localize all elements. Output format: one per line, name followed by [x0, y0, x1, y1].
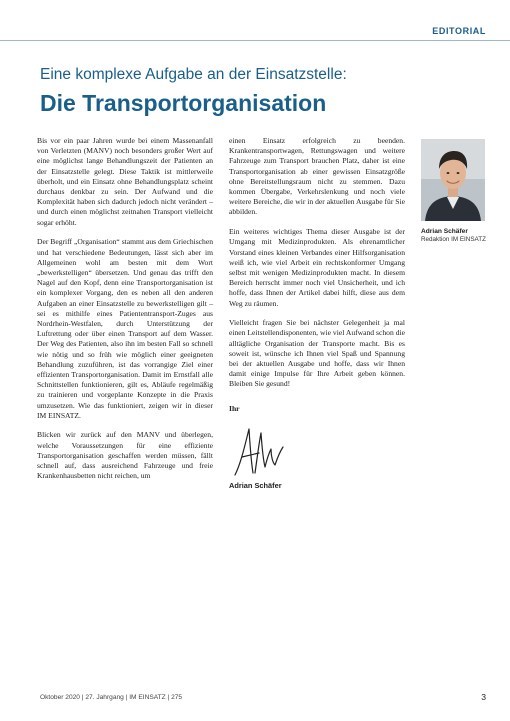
header-divider	[0, 40, 510, 41]
paragraph: Der Begriff „Organisation“ stammt aus dem Griechischen und hat verschiedene Bedeutungen, lässt sich aber im Allgemeinen wohl am besten mit dem Wort „bewerkstelligen“ übersetzen. Und genau das trifft den Nagel auf den Kopf, denn eine Transportorganisation ist ein komplexer Vorgang, den es neben all den anderen Aufgaben an einer Einsatzstelle zu bewerkstelligen gilt – sei es mithilfe eines Patiententransport-Zuges aus Nordrhein-Westfalen, durch Unterstützung der Luftrettung oder über einen Transport auf dem Wasser. Der Weg des Patienten, also ihn im besten Fall so schnell wie nötig und so früh wie möglich einer geeigneten Behandlung zuzuführen, ist das vorrangige Ziel einer effizienten Transportorganisation. Damit im Ernstfall alle Schnittstellen funktionieren, gilt es, Abläufe regelmäßig zu trainieren und vorgeplante Konzepte in die Praxis umzusetzen. Wie das funktioniert, zeigen wir in dieser IM EINSATZ.	[37, 237, 214, 420]
paragraph: Ein weiteres wichtiges Thema dieser Ausgabe ist der Umgang mit Medizinprodukten. Als ehrenamtlicher Vorstand eines kleinen Verbandes einer Hilfsorganisation weiß ich, wie viel Arbeit ein rechtskonformer Umgang selbst mit wenigen Medizinprodukten macht. In diesem Bereich herrscht immer noch viel Unsicherheit, und ich hoffe, dass Ihnen der Artikel dabei hilft, diese aus dem Weg zu räumen.	[229, 227, 405, 308]
author-portrait	[421, 139, 485, 221]
text-column-1	[37, 136, 213, 491]
page-number: 3	[481, 692, 486, 702]
section-label: EDITORIAL	[432, 26, 486, 36]
article-subtitle: Eine komplexe Aufgabe an der Einsatzstelle:	[40, 66, 347, 83]
signature-name: Adrian Schäfer	[229, 481, 282, 491]
paragraph: Vielleicht fragen Sie bei nächster Gelegenheit ja mal einen Leitstellendisponenten, wie viel Aufwand schon die alltägliche Organisation der Transporte macht. Bis es soweit ist, wünsche ich Ihnen viel Spaß und Spannung bei der aktuellen Ausgabe und hoffe, dass wir Ihnen damit einige Impulse für Ihre Arbeit geben können. Bleiben Sie gesund!	[229, 318, 405, 389]
paragraph: Bis vor ein paar Jahren wurde bei einem Massenanfall von Verletzten (MANV) noch besonders großer Wert auf eine möglichst lange Behandlungszeit der Patienten an der Einsatzstelle gelegt. Diese Taktik ist mittlerweile überholt, und ein Einsatz ohne Behandlungsplatz scheint durchaus denkbar zu sein. Der Aufwand und die Komplexität haben sich dadurch jedoch nicht verändert – und durch einen möglichst zeitnahen Transport vielleicht sogar erhöht.	[37, 136, 213, 227]
article-title: Die Transportorganisation	[40, 90, 327, 116]
author-name: Adrian Schäfer	[421, 228, 468, 235]
handwritten-signature	[229, 423, 405, 481]
closing-salutation: Ihr	[229, 403, 240, 413]
author-role: Redaktion IM EINSATZ	[421, 236, 486, 243]
paragraph: einen Einsatz erfolgreich zu beenden. Krankentransportwagen, Rettungswagen und weitere Fahrzeuge zum Transport brauchen Platz, daher ist eine Transportorganisation ab einer gewissen Einsatzgröße ohne Bereitstellungsraum nicht zu stemmen. Dazu kommen Übergabe, Verkehrslenkung und noch viele weitere Bereiche, die wir in der aktuellen Ausgabe für Sie abbilden.	[229, 136, 405, 217]
issue-info: Oktober 2020 | 27. Jahrgang | IM EINSATZ | 275	[40, 694, 183, 701]
paragraph: Blicken wir zurück auf den MANV und überlegen, welche Voraussetzungen für eine effiziente Transportorganisation geschaffen werden müssen, fällt schnell auf, dass ausreichend Fahrzeuge und freie Krankenhausbetten nicht reichen, um	[37, 430, 213, 481]
text-column-2	[229, 136, 405, 501]
